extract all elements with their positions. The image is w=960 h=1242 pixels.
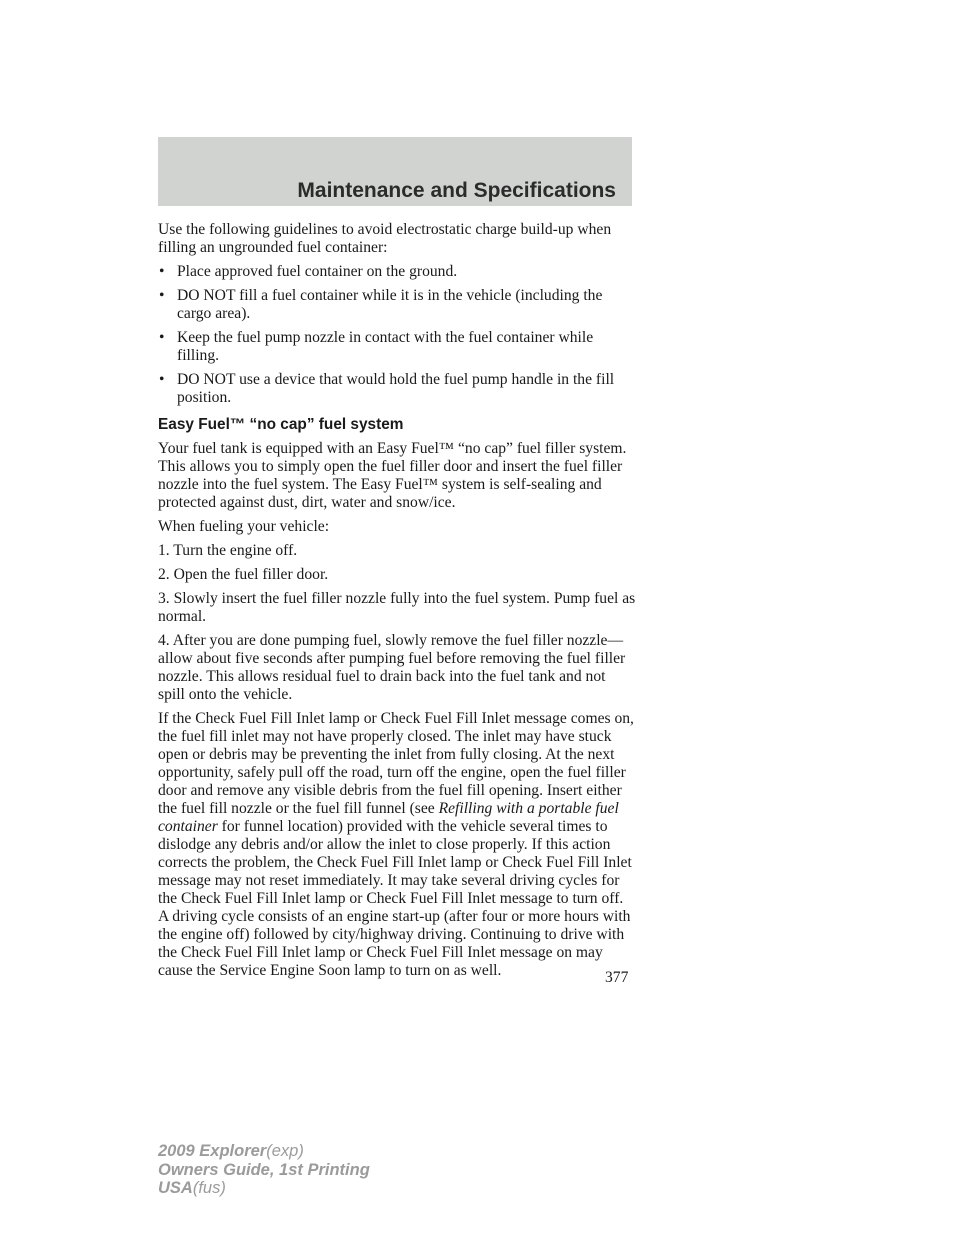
step-item: 4. After you are done pumping fuel, slowly remove the fuel filler nozzle—allow about five seconds after pumping fuel before removing the fuel filler nozzle. This allows residual fuel to drain back into the fuel tank and not spill onto the vehicle.: [158, 632, 626, 703]
check-paragraph-part-2: for funnel location) provided with the vehicle several times to dislodge any debris and/or allow the inlet to close properly. If this action corrects the problem, the Check Fuel Fill Inlet lamp or Check Fuel Fill Inlet message may not reset immediately. It may take several driving cycles for the Check Fuel Fill Inlet lamp or Check Fuel Fill Inlet message to turn off. A driving cycle consists of an engine start-up (after four or more hours with the engine off) followed by city/highway driving. Continuing to drive with the Check Fuel Fill Inlet lamp or Check Fuel Fill Inlet message on may cause the Service Engine Soon lamp to turn on as well.: [158, 818, 632, 979]
bullet-text: DO NOT use a device that would hold the fuel pump handle in the fill position.: [177, 371, 615, 406]
bullet-text: Keep the fuel pump nozzle in contact with the fuel container while filling.: [177, 329, 594, 364]
step-item: 2. Open the fuel filler door.: [158, 566, 329, 583]
section-header-band: [158, 137, 632, 206]
bullet-item: [158, 371, 636, 407]
page-number: 377: [605, 969, 629, 986]
bullet-symbol: •: [159, 329, 165, 346]
footer-printing: Owners Guide, 1st Printing: [158, 1160, 370, 1179]
bullet-item: [158, 329, 636, 365]
page-content: [158, 221, 636, 986]
step-item: 3. Slowly insert the fuel filler nozzle fully into the fuel system. Pump fuel as normal.: [158, 590, 636, 625]
cross-reference: Refilling with a portable fuel container: [158, 800, 619, 835]
footer-model: 2009 Explorer: [158, 1142, 267, 1160]
bullet-symbol: •: [159, 371, 165, 388]
bullet-symbol: •: [159, 287, 165, 304]
section-heading: Easy Fuel™ “no cap” fuel system: [158, 416, 404, 433]
bullet-text: DO NOT fill a fuel container while it is in the vehicle (including the cargo area).: [177, 287, 603, 322]
bullet-symbol: •: [159, 263, 165, 280]
step-item: 1. Turn the engine off.: [158, 542, 298, 559]
footer-model-code: (exp): [266, 1142, 304, 1160]
section-title: Maintenance and Specifications: [297, 179, 616, 202]
footer-market: USA: [158, 1179, 193, 1197]
bullet-item: [158, 287, 636, 323]
check-fuel-paragraph: [158, 710, 636, 980]
intro-paragraph: Use the following guidelines to avoid electrostatic charge build-up when filling an ungrounded fuel container:: [158, 221, 612, 256]
check-paragraph-part-1: If the Check Fuel Fill Inlet lamp or Check Fuel Fill Inlet message comes on, the fuel fill inlet may not have properly closed. The inlet may have stuck open or debris may be preventing the inlet from fully closing. At the next opportunity, safely pull off the road, turn off the engine, open the fuel filler door and remove any visible debris from the fuel fill opening. Insert either the fuel fill nozzle or the fuel fill funnel (see: [158, 710, 634, 817]
footer-market-code: (fus): [192, 1179, 226, 1197]
section-intro-paragraph: Your fuel tank is equipped with an Easy Fuel™ “no cap” fuel filler system. This allows you to simply open the fuel filler door and insert the fuel filler nozzle into the fuel system. The Easy Fuel™ system is self-sealing and protected against dust, dirt, water and snow/ice.: [158, 440, 627, 511]
bullet-item: [158, 263, 636, 281]
fueling-lead: When fueling your vehicle:: [158, 518, 330, 535]
bullet-text: Place approved fuel container on the ground.: [177, 263, 458, 280]
document-footer: [158, 1142, 370, 1198]
